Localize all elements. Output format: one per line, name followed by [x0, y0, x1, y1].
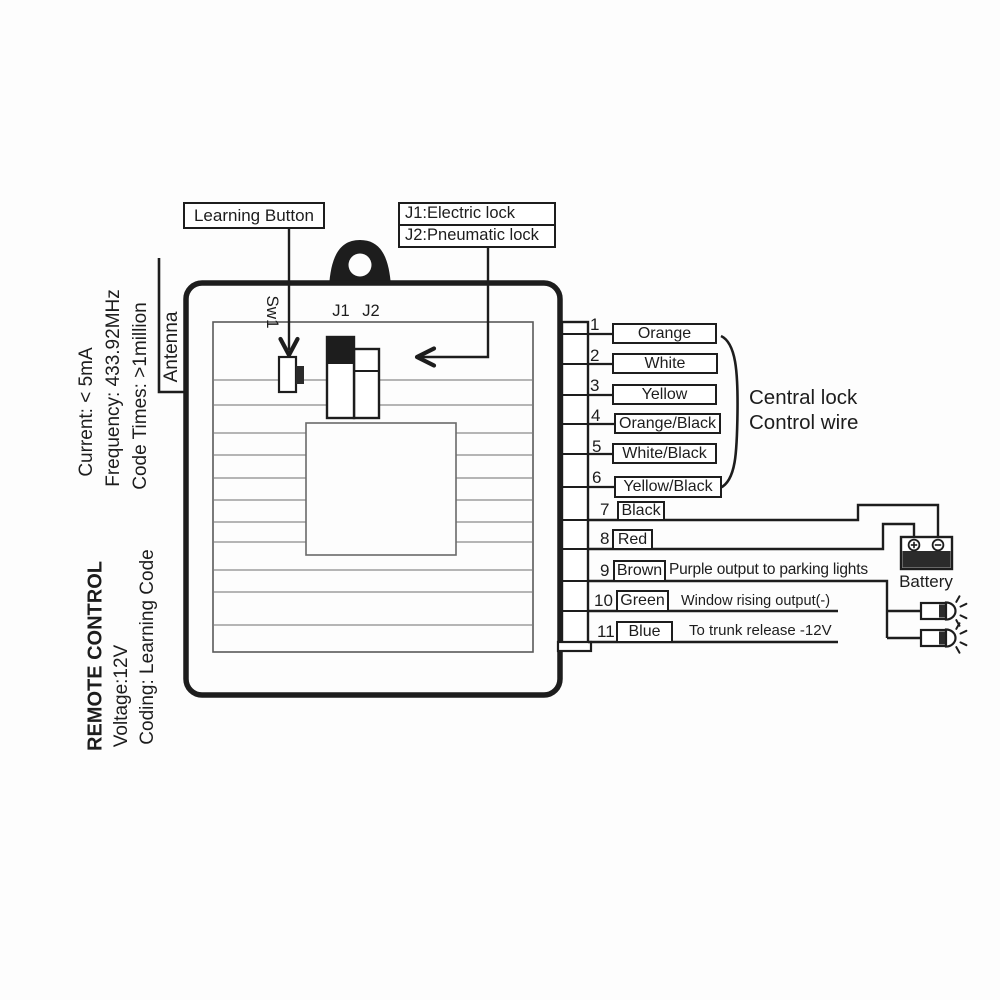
connector-strip: [562, 322, 588, 648]
battery-label: Battery: [899, 572, 953, 591]
wire-number: 4: [591, 406, 601, 425]
central-lock-line2: Control wire: [749, 411, 859, 434]
wire-color-box: White: [612, 353, 718, 374]
wire-note: Window rising output(-): [681, 593, 831, 609]
spec-current: Current: < 5mA: [76, 347, 97, 477]
antenna-label: Antenna: [161, 311, 182, 383]
wire-number: 1: [590, 315, 600, 334]
jumper-note-line1: J1:Electric lock: [405, 204, 516, 222]
j1-jumper-cap: [327, 337, 354, 363]
jumper-note-callout: [398, 202, 556, 248]
wire-number: 3: [590, 376, 600, 395]
j1-label: J1: [332, 302, 350, 320]
parking-light-bulb-2: [921, 623, 966, 652]
wire-number: 9: [600, 561, 610, 580]
sw1-switch: [279, 357, 296, 392]
spec-code-times: Code Times: >1million: [130, 302, 151, 490]
wire-number: 6: [592, 468, 602, 487]
spec-coding: Coding: Learning Code: [137, 549, 158, 745]
wire-note: To trunk release -12V: [689, 622, 832, 639]
wire-color-box: Yellow/Black: [614, 476, 722, 498]
spec-frequency: Frequency: 433.92MHz: [103, 289, 124, 487]
learning-button-callout: Learning Button: [183, 202, 325, 229]
parking-light-bulb-1: [921, 596, 966, 625]
wire-color-box: Orange/Black: [614, 413, 721, 434]
wire-color-box: Orange: [612, 323, 717, 344]
central-lock-brace: [720, 336, 738, 488]
light-rays-icon: [956, 596, 966, 625]
light-rays-icon: [956, 623, 966, 652]
wire-number: 10: [594, 591, 613, 610]
j2-jumper: [354, 349, 379, 418]
sw1-knob: [296, 366, 304, 384]
battery-symbol: [901, 537, 952, 569]
wire-color-box: White/Black: [612, 443, 717, 464]
wire-number: 8: [600, 529, 610, 548]
wire-color-box: Brown: [613, 560, 666, 582]
mounting-hole: [349, 254, 372, 277]
title-remote-control: REMOTE CONTROL: [84, 561, 107, 751]
wire-number: 7: [600, 500, 610, 519]
spec-voltage: Voltage:12V: [111, 644, 132, 748]
wire-color-box: Green: [616, 590, 669, 612]
wire-number: 2: [590, 346, 600, 365]
ic-chip: [306, 423, 456, 555]
sw1-label: Sw1: [263, 295, 282, 329]
connector-endcap: [558, 642, 591, 651]
central-lock-annotation: [749, 385, 858, 435]
wire-number: 11: [597, 622, 615, 641]
jumper-note-line2: J2:Pneumatic lock: [400, 224, 554, 246]
central-lock-line1: Central lock: [749, 386, 858, 409]
wire-color-box: Red: [612, 529, 653, 550]
wire-color-box: Yellow: [612, 384, 717, 405]
wire-number: 5: [592, 437, 602, 456]
wire-note: Purple output to parking lights: [669, 561, 868, 578]
j2-label: J2: [362, 302, 380, 320]
wire-color-box: Black: [617, 501, 665, 521]
wire-color-box: Blue: [616, 621, 673, 643]
